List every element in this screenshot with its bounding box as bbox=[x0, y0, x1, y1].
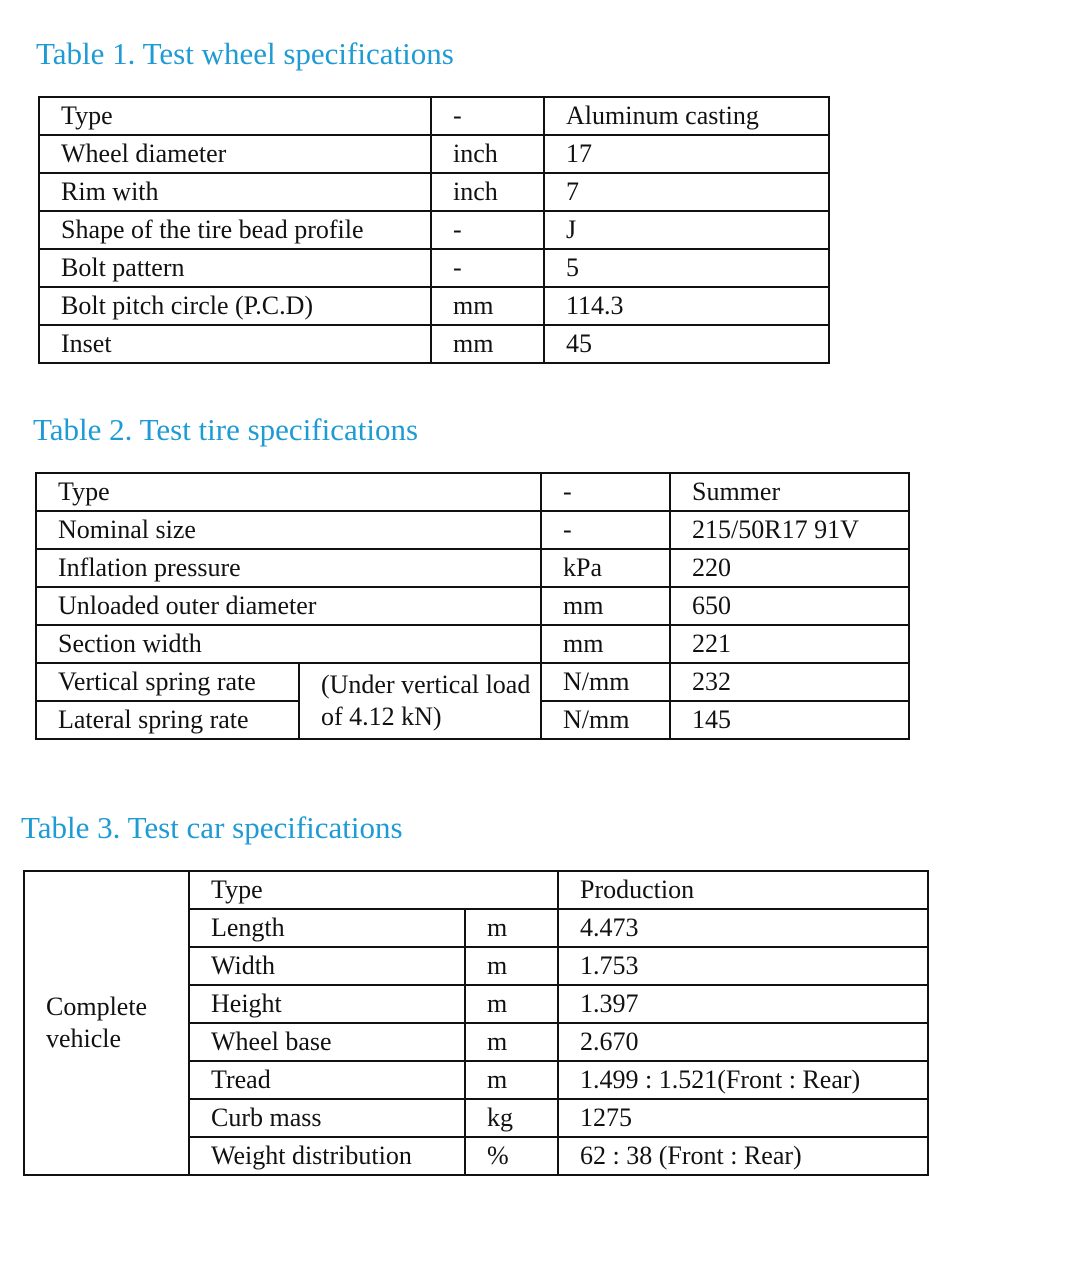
row-unit: mm bbox=[541, 625, 670, 663]
row-value: Summer bbox=[670, 473, 909, 511]
row-label: Wheel base bbox=[189, 1023, 465, 1061]
table2-caption: Table 2. Test tire specifications bbox=[33, 412, 419, 447]
row-value: 1.397 bbox=[558, 985, 928, 1023]
row-value: 7 bbox=[544, 173, 829, 211]
row-unit: - bbox=[431, 97, 544, 135]
row-unit: - bbox=[431, 249, 544, 287]
row-label: Vertical spring rate bbox=[36, 663, 299, 701]
row-value: 17 bbox=[544, 135, 829, 173]
row-unit: inch bbox=[431, 135, 544, 173]
wheel-spec-table bbox=[38, 96, 830, 364]
row-value: 114.3 bbox=[544, 287, 829, 325]
row-unit: m bbox=[465, 1061, 558, 1099]
row-label: Bolt pattern bbox=[39, 249, 431, 287]
row-label: Rim with bbox=[39, 173, 431, 211]
row-unit: mm bbox=[431, 325, 544, 363]
row-value: 215/50R17 91V bbox=[670, 511, 909, 549]
row-unit: kPa bbox=[541, 549, 670, 587]
table-row bbox=[39, 97, 829, 135]
row-label: Nominal size bbox=[36, 511, 541, 549]
row-label: Unloaded outer diameter bbox=[36, 587, 541, 625]
row-value: 650 bbox=[670, 587, 909, 625]
tire-spec-table bbox=[35, 472, 910, 740]
row-label: Wheel diameter bbox=[39, 135, 431, 173]
row-label: Height bbox=[189, 985, 465, 1023]
row-unit: N/mm bbox=[541, 663, 670, 701]
row-label: Length bbox=[189, 909, 465, 947]
header-value: Production bbox=[558, 871, 928, 909]
row-label: Bolt pitch circle (P.C.D) bbox=[39, 287, 431, 325]
table-row bbox=[36, 625, 909, 663]
row-value: 232 bbox=[670, 663, 909, 701]
row-value: 220 bbox=[670, 549, 909, 587]
car-spec-table bbox=[23, 870, 929, 1176]
table-row bbox=[24, 871, 928, 909]
table-row bbox=[39, 211, 829, 249]
row-value: J bbox=[544, 211, 829, 249]
row-value: 1.753 bbox=[558, 947, 928, 985]
condition-note: (Under vertical load of 4.12 kN) bbox=[299, 663, 541, 739]
row-unit: kg bbox=[465, 1099, 558, 1137]
table-row bbox=[36, 663, 909, 701]
row-label: Shape of the tire bead profile bbox=[39, 211, 431, 249]
row-unit: m bbox=[465, 1023, 558, 1061]
row-label: Tread bbox=[189, 1061, 465, 1099]
row-value: 62 : 38 (Front : Rear) bbox=[558, 1137, 928, 1175]
row-value: 221 bbox=[670, 625, 909, 663]
row-unit: - bbox=[431, 211, 544, 249]
row-unit: mm bbox=[541, 587, 670, 625]
row-label: Lateral spring rate bbox=[36, 701, 299, 739]
row-label: Inflation pressure bbox=[36, 549, 541, 587]
row-label: Type bbox=[36, 473, 541, 511]
row-value: 1275 bbox=[558, 1099, 928, 1137]
row-unit: % bbox=[465, 1137, 558, 1175]
row-unit: m bbox=[465, 985, 558, 1023]
row-unit: mm bbox=[431, 287, 544, 325]
table-row bbox=[39, 325, 829, 363]
table-row bbox=[39, 287, 829, 325]
row-value: 45 bbox=[544, 325, 829, 363]
table-row bbox=[36, 549, 909, 587]
row-label: Section width bbox=[36, 625, 541, 663]
row-value: 5 bbox=[544, 249, 829, 287]
table3-caption: Table 3. Test car specifications bbox=[21, 810, 403, 845]
row-label: Width bbox=[189, 947, 465, 985]
table-row bbox=[36, 473, 909, 511]
row-label: Type bbox=[39, 97, 431, 135]
group-label: Complete vehicle bbox=[24, 871, 189, 1175]
row-unit: m bbox=[465, 909, 558, 947]
row-label: Inset bbox=[39, 325, 431, 363]
table1-caption: Table 1. Test wheel specifications bbox=[36, 36, 454, 71]
row-value: Aluminum casting bbox=[544, 97, 829, 135]
row-unit: inch bbox=[431, 173, 544, 211]
row-unit: - bbox=[541, 473, 670, 511]
row-value: 2.670 bbox=[558, 1023, 928, 1061]
row-unit: m bbox=[465, 947, 558, 985]
table-row bbox=[39, 135, 829, 173]
row-value: 4.473 bbox=[558, 909, 928, 947]
row-value: 1.499 : 1.521(Front : Rear) bbox=[558, 1061, 928, 1099]
table-row bbox=[36, 587, 909, 625]
header-label: Type bbox=[189, 871, 558, 909]
row-unit: - bbox=[541, 511, 670, 549]
row-value: 145 bbox=[670, 701, 909, 739]
table-row bbox=[39, 173, 829, 211]
row-label: Weight distribution bbox=[189, 1137, 465, 1175]
table-row bbox=[39, 249, 829, 287]
table-row bbox=[36, 511, 909, 549]
row-label: Curb mass bbox=[189, 1099, 465, 1137]
row-unit: N/mm bbox=[541, 701, 670, 739]
